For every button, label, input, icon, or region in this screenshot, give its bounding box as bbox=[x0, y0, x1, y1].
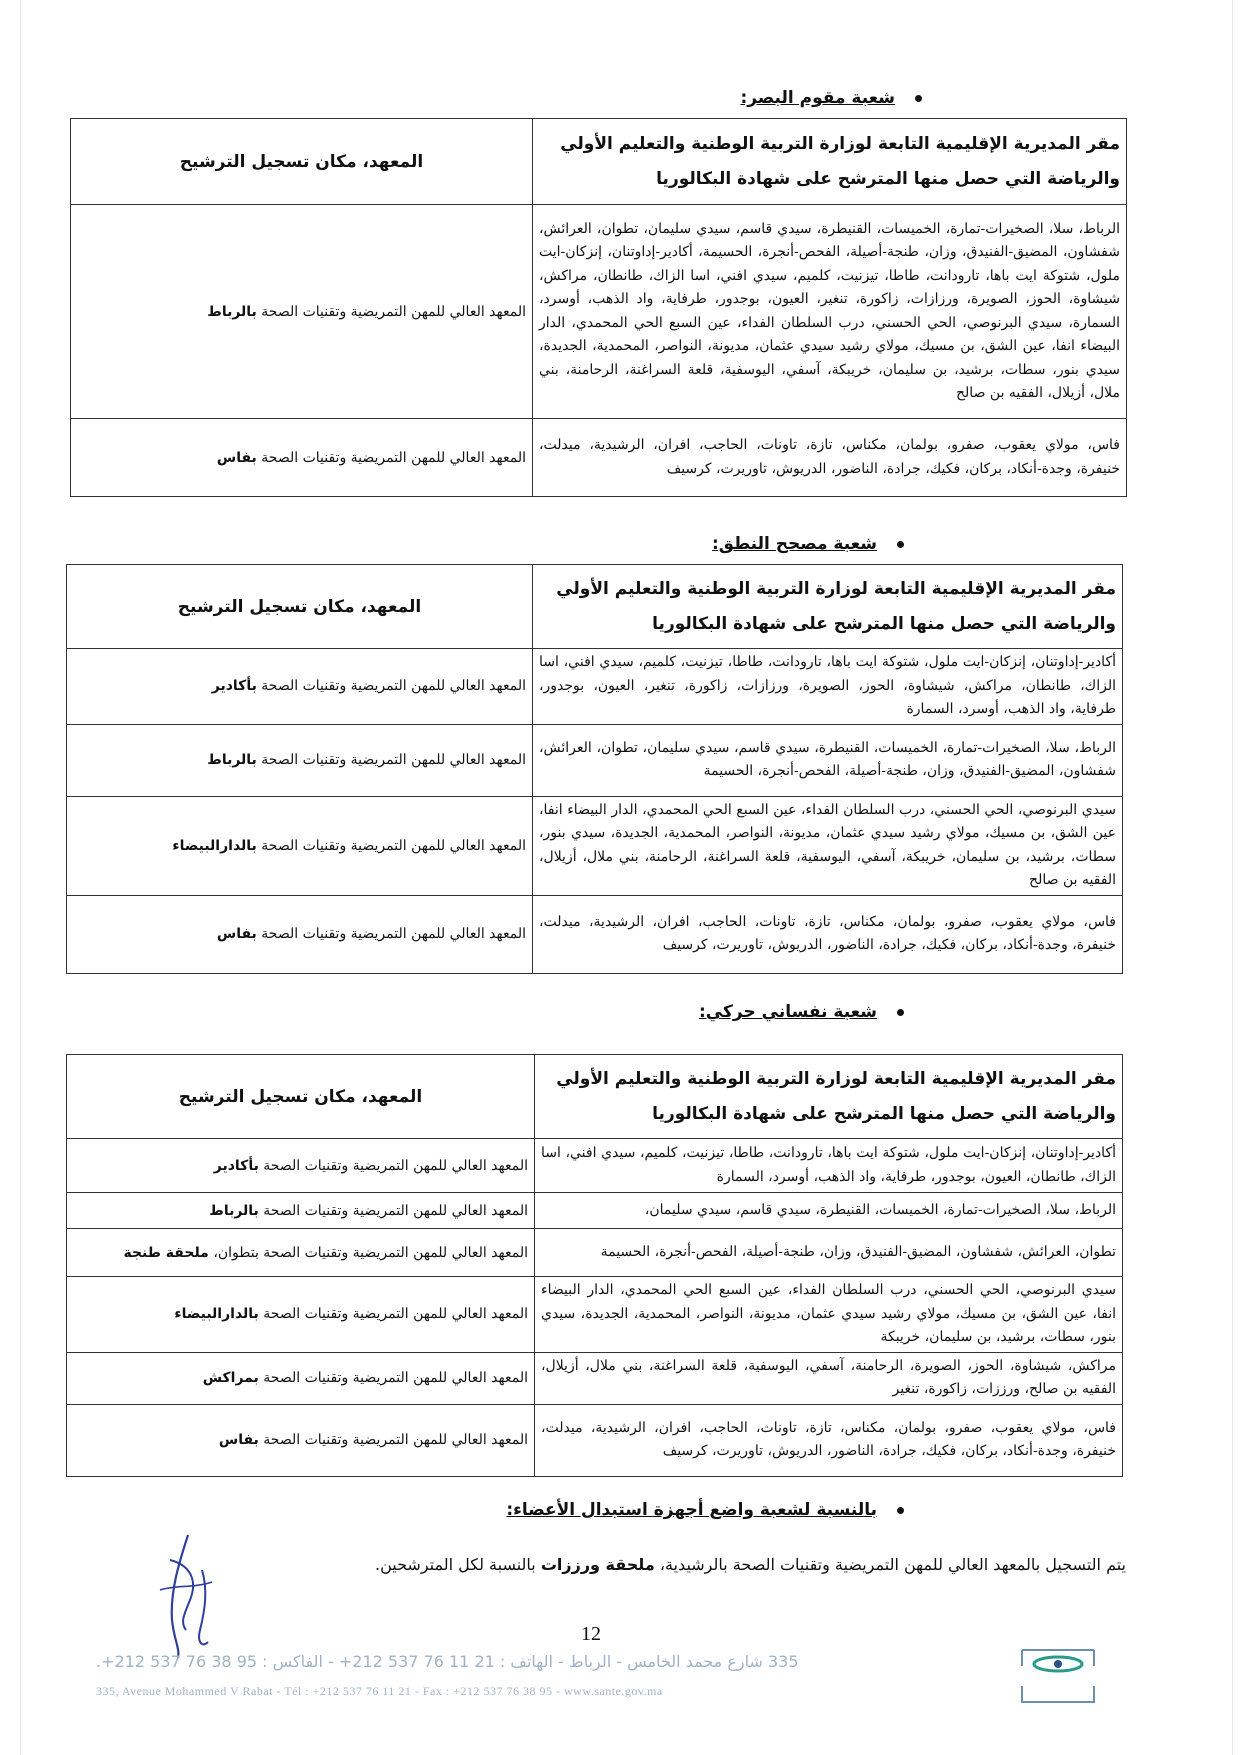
institute-cell: المعهد العالي للمهن التمريضية وتقنيات الصحة بمراكش bbox=[67, 1352, 535, 1404]
section-title-prosthetics: بالنسبة لشعبة واضع أجهزة استبدال الأعضاء: bbox=[506, 1500, 904, 1520]
directorates-cell: سيدي البرنوصي، الحي الحسني، درب السلطان الفداء، عين السبع الحي المحمدي، الدار البيضاء انفا، عين الشق، بن مسيك، مولاي رشيد سيدي عثمان، مديونة، النواصر، المحمدية، الجديدة، سيدي بنور، سطات، برشيد، بن سليمان، خريبكة، آسفي، اليوسفية، قلعة السراغنة، الرحامنة، بني ملال، أزيلال، الفقيه بن صالح bbox=[533, 796, 1123, 895]
directorates-cell: أكادير-إداوتنان، إنزكان-ايت ملول، شتوكة ايت باها، تارودانت، طاطا، تيزنيت، كلميم، سيدي افني، اسا الزاك، طانطان، مراكش، شيشاوة، الحوز، الصويرة، ورزازات، زاكورة، تنغير، العيون، بوجدور، طرفاية، واد الذهب، أوسرد، السمارة bbox=[533, 649, 1123, 725]
bullet bbox=[897, 1507, 904, 1514]
ministry-logo-icon bbox=[1018, 1646, 1098, 1706]
bullet bbox=[897, 541, 904, 548]
table-optometry bbox=[70, 118, 1127, 497]
directorates-cell: تطوان، العرائش، شفشاون، المضيق-الفنيدق، وزان، طنجة-أصيلة، الفحص-أنجرة، الحسيمة bbox=[535, 1229, 1123, 1277]
institute-cell: المعهد العالي للمهن التمريضية وتقنيات الصحة بفاس bbox=[67, 1404, 535, 1476]
footer-address-french: 335, Avenue Mohammed V Rabat - Tél : +212 537 76 11 21 - Fax : +212 537 76 38 95 - www.sante.gov.ma bbox=[96, 1684, 663, 1698]
institute-cell: المعهد العالي للمهن التمريضية وتقنيات الصحة بالرباط bbox=[67, 724, 533, 796]
header-directorate: مقر المديرية الإقليمية التابعة لوزارة التربية الوطنية والتعليم الأولي والرياضة التي حصل منها المترشح على شهادة البكالوريا bbox=[533, 565, 1123, 649]
table-row bbox=[67, 1277, 1123, 1353]
directorates-cell: الرباط، سلا، الصخيرات-تمارة، الخميسات، القنيطرة، سيدي قاسم، سيدي سليمان، bbox=[535, 1193, 1123, 1229]
directorates-cell: فاس، مولاي يعقوب، صفرو، بولمان، مكناس، تازة، تاونات، الحاجب، افران، الرشيدية، ميدلت، خنيفرة، وجدة-أنكاد، بركان، فكيك، جرادة، الناضور، الدريوش، تاوريرت، كرسيف bbox=[535, 1404, 1123, 1476]
table-row bbox=[67, 1352, 1123, 1404]
table-row bbox=[67, 1193, 1123, 1229]
table-row bbox=[71, 205, 1127, 419]
table-header-row bbox=[67, 1055, 1123, 1139]
footer-address-arabic: 335 شارع محمد الخامس - الرباط - الهاتف : 21 11 76 537 212+ - الفاكس : 95 38 76 537 212+. bbox=[96, 1652, 799, 1671]
table-row bbox=[67, 895, 1123, 973]
institute-cell: المعهد العالي للمهن التمريضية وتقنيات الصحة بأكادير bbox=[67, 649, 533, 725]
table-psychomotor bbox=[66, 1054, 1123, 1477]
directorates-cell: فاس، مولاي يعقوب، صفرو، بولمان، مكناس، تازة، تاونات، الحاجب، افران، الرشيدية، ميدلت، خنيفرة، وجدة-أنكاد، بركان، فكيك، جرادة، الناضور، الدريوش، تاوريرت، كرسيف bbox=[533, 895, 1123, 973]
table-row bbox=[71, 419, 1127, 497]
bullet bbox=[897, 1009, 904, 1016]
table-row bbox=[67, 724, 1123, 796]
header-institute: المعهد، مكان تسجيل الترشيح bbox=[67, 565, 533, 649]
institute-cell: المعهد العالي للمهن التمريضية وتقنيات الصحة بفاس bbox=[67, 895, 533, 973]
institute-cell: المعهد العالي للمهن التمريضية وتقنيات الصحة بالرباط bbox=[71, 205, 533, 419]
table-row bbox=[67, 1139, 1123, 1193]
table-row bbox=[67, 1229, 1123, 1277]
header-directorate: مقر المديرية الإقليمية التابعة لوزارة التربية الوطنية والتعليم الأولي والرياضة التي حصل منها المترشح على شهادة البكالوريا bbox=[533, 119, 1127, 205]
page-edge-line bbox=[20, 0, 21, 1755]
table-speech-therapy bbox=[66, 564, 1123, 974]
institute-cell: المعهد العالي للمهن التمريضية وتقنيات الصحة بفاس bbox=[71, 419, 533, 497]
institute-cell: المعهد العالي للمهن التمريضية وتقنيات الصحة بالدارالبيضاء bbox=[67, 796, 533, 895]
directorates-cell: الرباط، سلا، الصخيرات-تمارة، الخميسات، القنيطرة، سيدي قاسم، سيدي سليمان، تطوان، العرائش، شفشاون، المضيق-الفنيدق، وزان، طنجة-أصيلة، الفحص-أنجرة، الحسيمة bbox=[533, 724, 1123, 796]
header-institute: المعهد، مكان تسجيل الترشيح bbox=[71, 119, 533, 205]
table-row bbox=[67, 796, 1123, 895]
bullet bbox=[915, 95, 922, 102]
directorates-cell: الرباط، سلا، الصخيرات-تمارة، الخميسات، القنيطرة، سيدي قاسم، سيدي سليمان، تطوان، العرائش، شفشاون، المضيق-الفنيدق، وزان، طنجة-أصيلة، الفحص-أنجرة، الحسيمة، أكادير-إداوتنان، إنزكان-ايت ملول، شتوكة ايت باها، تارودانت، طاطا، تيزنيت، كلميم، سيدي افني، اسا الزاك، طانطان، مراكش، شيشاوة، الحوز، الصويرة، ورزازات، زاكورة، تنغير، العيون، بوجدور، طرفاية، واد الذهب، أوسرد، السمارة، سيدي البرنوصي، الحي الحسني، درب السلطان الفداء، عين السبع الحي المحمدي، الدار البيضاء انفا، عين الشق، بن مسيك، مولاي رشيد سيدي عثمان، مديونة، النواصر، المحمدية، الجديدة، سيدي بنور، سطات، برشيد، بن سليمان، خريبكة، آسفي، اليوسفية، قلعة السراغنة، الرحامنة، بني ملال، أزيلال، الفقيه بن صالح bbox=[533, 205, 1127, 419]
table-header-row bbox=[71, 119, 1127, 205]
directorates-cell: أكادير-إداوتنان، إنزكان-ايت ملول، شتوكة ايت باها، تارودانت، طاطا، تيزنيت، كلميم، سيدي افني، اسا الزاك، طانطان، العيون، بوجدور، طرفاية، واد الذهب، أوسرد، السمارة bbox=[535, 1139, 1123, 1193]
section-title-speech-therapy: شعبة مصحح النطق: bbox=[712, 534, 904, 554]
institute-cell: المعهد العالي للمهن التمريضية وتقنيات الصحة بالرباط bbox=[67, 1193, 535, 1229]
page-number: 12 bbox=[581, 1623, 601, 1645]
header-institute: المعهد، مكان تسجيل الترشيح bbox=[67, 1055, 535, 1139]
institute-cell: المعهد العالي للمهن التمريضية وتقنيات الصحة بأكادير bbox=[67, 1139, 535, 1193]
page-edge-line bbox=[1232, 0, 1233, 1755]
table-header-row bbox=[67, 565, 1123, 649]
directorates-cell: فاس، مولاي يعقوب، صفرو، بولمان، مكناس، تازة، تاونات، الحاجب، افران، الرشيدية، ميدلت، خنيفرة، وجدة-أنكاد، بركان، فكيك، جرادة، الناضور، الدريوش، تاوريرت، كرسيف bbox=[533, 419, 1127, 497]
section-title-psychomotor: شعبة نفساني حركي: bbox=[699, 1002, 904, 1022]
section-title-optometry: شعبة مقوم البصر: bbox=[740, 88, 922, 108]
directorates-cell: مراكش، شيشاوة، الحوز، الصويرة، الرحامنة، آسفي، اليوسفية، قلعة السراغنة، بني ملال، أزيلال، الفقيه بن صالح، ورززات، زاكورة، تنغير bbox=[535, 1352, 1123, 1404]
header-directorate: مقر المديرية الإقليمية التابعة لوزارة التربية الوطنية والتعليم الأولي والرياضة التي حصل منها المترشح على شهادة البكالوريا bbox=[535, 1055, 1123, 1139]
institute-cell: المعهد العالي للمهن التمريضية وتقنيات الصحة بتطوان، ملحقة طنجة bbox=[67, 1229, 535, 1277]
table-row bbox=[67, 649, 1123, 725]
directorates-cell: سيدي البرنوصي، الحي الحسني، درب السلطان الفداء، عين السبع الحي المحمدي، الدار البيضاء انفا، عين الشق، بن مسيك، مولاي رشيد سيدي عثمان، مديونة، النواصر، المحمدية، الجديدة، سيدي بنور، سطات، برشيد، بن سليمان، خريبكة bbox=[535, 1277, 1123, 1353]
institute-cell: المعهد العالي للمهن التمريضية وتقنيات الصحة بالدارالبيضاء bbox=[67, 1277, 535, 1353]
prosthetics-paragraph: يتم التسجيل بالمعهد العالي للمهن التمريضية وتقنيات الصحة بالرشيدية، ملحقة ورززات بالنسبة لكل المترشحين. bbox=[374, 1555, 1126, 1574]
signature bbox=[150, 1530, 230, 1660]
table-row bbox=[67, 1404, 1123, 1476]
